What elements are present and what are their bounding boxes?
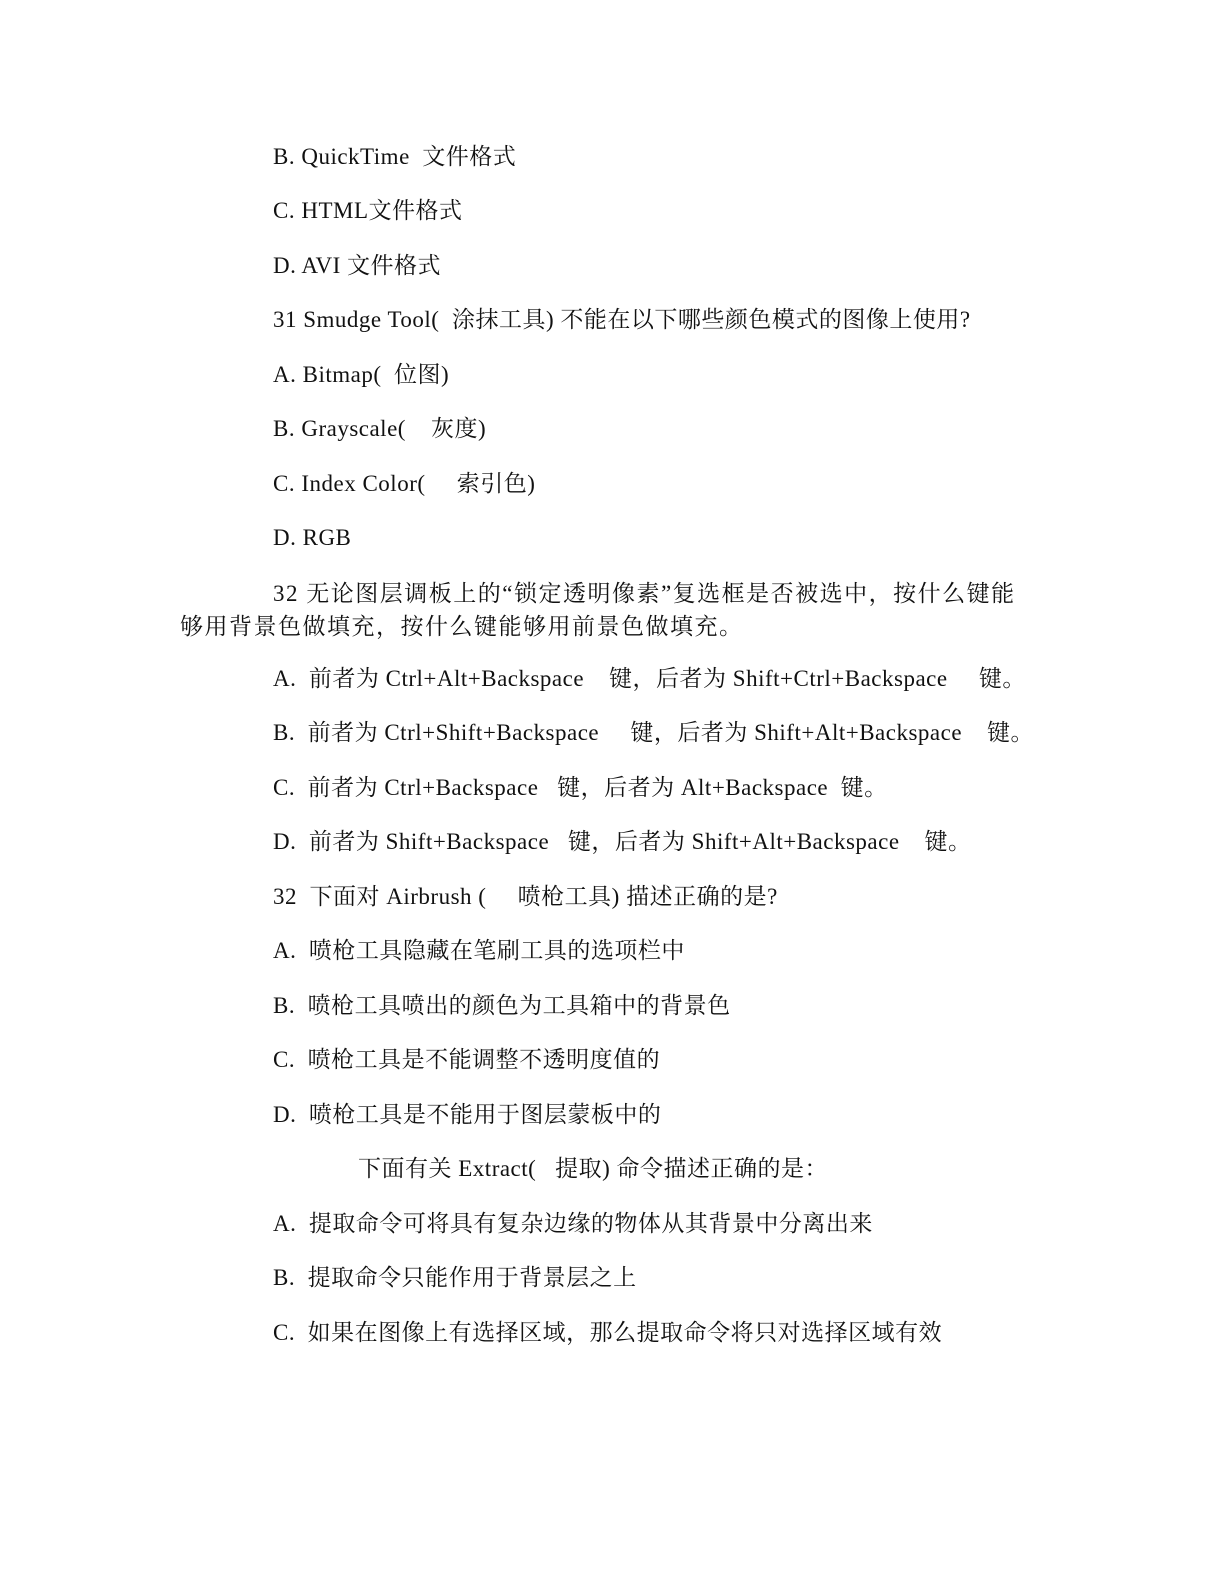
question-31-option-d: D. RGB <box>273 525 352 550</box>
question-32b-option-a: A. 喷枪工具隐藏在笔刷工具的选项栏中 <box>273 938 685 963</box>
question-31-option-b: B. Grayscale( 灰度) <box>273 416 487 441</box>
option-b-quicktime: B. QuickTime 文件格式 <box>273 144 517 169</box>
question-33-option-a: A. 提取命令可将具有复杂边缘的物体从其背景中分离出来 <box>273 1211 873 1236</box>
question-32a-option-c: C. 前者为 Ctrl+Backspace 键，后者为 Alt+Backspace 键。 <box>273 775 888 800</box>
question-32b-stem: 32 下面对 Airbrush ( 喷枪工具) 描述正确的是? <box>273 884 778 909</box>
question-32a-stem: 32 无论图层调板上的“锁定透明像素”复选框是否被选中，按什么键能够用背景色做填充，按什么键能够用前景色做填充。 <box>180 581 1016 639</box>
question-31-stem: 31 Smudge Tool( 涂抹工具) 不能在以下哪些颜色模式的图像上使用? <box>273 307 971 332</box>
option-c-html: C. HTML文件格式 <box>273 198 463 223</box>
question-31-option-a: A. Bitmap( 位图) <box>273 362 450 387</box>
question-32b-option-c: C. 喷枪工具是不能调整不透明度值的 <box>273 1047 661 1072</box>
question-33-option-b: B. 提取命令只能作用于背景层之上 <box>273 1265 637 1290</box>
option-d-avi: D. AVI 文件格式 <box>273 253 442 278</box>
question-32a-option-d: D. 前者为 Shift+Backspace 键，后者为 Shift+Alt+Backspace 键。 <box>273 829 972 854</box>
question-32b-option-b: B. 喷枪工具喷出的颜色为工具箱中的背景色 <box>273 993 731 1018</box>
question-32a-option-b: B. 前者为 Ctrl+Shift+Backspace 键，后者为 Shift+Alt+Backspace 键。 <box>273 720 1035 745</box>
question-32a-option-a: A. 前者为 Ctrl+Alt+Backspace 键，后者为 Shift+Ctrl+Backspace 键。 <box>273 666 1026 691</box>
question-32b-option-d: D. 喷枪工具是不能用于图层蒙板中的 <box>273 1102 662 1127</box>
question-33-option-c: C. 如果在图像上有选择区域，那么提取命令将只对选择区域有效 <box>273 1320 943 1345</box>
question-31-option-c: C. Index Color( 索引色) <box>273 471 536 496</box>
question-33-stem: 下面有关 Extract( 提取) 命令描述正确的是： <box>358 1156 828 1181</box>
